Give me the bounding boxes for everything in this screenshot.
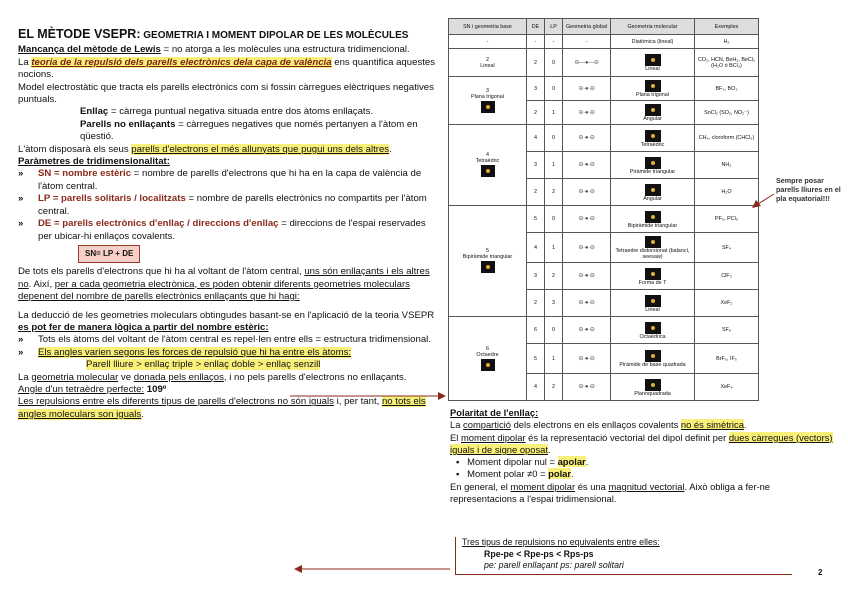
examples-cell: XeF₂	[695, 290, 759, 317]
para-bond	[18, 106, 436, 118]
sn-number: 4	[486, 152, 489, 158]
de-cell: 2	[527, 49, 545, 77]
molgeo-tail: , i no pels parells d'electrons no enllaçants.	[223, 371, 407, 383]
lp-cell: 3	[545, 290, 563, 317]
para-vector	[450, 481, 836, 506]
bullet-marker: »	[18, 334, 24, 346]
molecular-cell	[611, 152, 695, 179]
global-cell: ⊖·●·⊖	[563, 101, 611, 125]
table-row	[449, 49, 759, 77]
molecular-label: Diatòmica (lineal)	[631, 38, 674, 45]
examples-cell: H₂	[695, 35, 759, 49]
lp-cell: 2	[545, 374, 563, 401]
molgeo-u1: geometria molecular	[31, 371, 119, 383]
de-cell: 4	[527, 374, 545, 401]
sn-group-5	[449, 206, 527, 317]
para-theory	[18, 57, 436, 82]
dipole-tail: .	[547, 443, 551, 455]
bullet-nonpolar: ▪ Moment dipolar nul = apolar.	[456, 456, 589, 468]
molecule-image	[645, 157, 661, 169]
lp-cell: 0	[545, 77, 563, 101]
dipole-highlight: dues càrregues (vectors) iguals i de signe oposat	[450, 431, 833, 455]
molgeo-mid: ve	[118, 371, 134, 383]
sn-number: 5	[486, 248, 489, 254]
molecular-label: Piràmide triangular	[629, 168, 676, 175]
repulsions-tail: .	[141, 408, 144, 420]
bullet-marker: »	[18, 193, 24, 205]
para-nonbonding	[18, 119, 436, 144]
molecular-cell	[611, 233, 695, 263]
molecular-cell	[611, 125, 695, 152]
theory-tail: ens quantifica aquestes nocions.	[18, 56, 436, 81]
geometries-u2: per a cada geometria electrònica, es poden obtenir diferents geometries moleculars depenent del nombre de parells electrònics enllaçants que hi hagi:	[18, 278, 410, 303]
sn-cell: -	[449, 35, 527, 49]
molecular-cell	[611, 179, 695, 206]
deduction-lead: La deducció de les geometries moleculars obtingudes basant-se en l'aplicació de la teoria VSEPR	[18, 309, 435, 321]
title-sub: GEOMETRIA I MOMENT DIPOLAR DE LES MOLÈCULES	[140, 30, 409, 41]
para-dipole	[450, 432, 836, 457]
molecular-cell	[611, 290, 695, 317]
examples-cell: CO₂, HCN, BeH₂, BeCl₂ (H₂O ó BCl₃)	[695, 49, 759, 77]
de-cell: 6	[527, 317, 545, 344]
angles-text: Els angles varien segons les forces de repulsió que hi ha entre els àtoms:	[38, 346, 352, 358]
arrow-to-repulsions-head	[294, 565, 302, 573]
molecular-cell	[611, 317, 695, 344]
de-def: = direccions de l'espai reservades per ubicar-hi enllaços covalents.	[38, 218, 426, 242]
bullet-lp	[18, 193, 436, 218]
header-molecular: Geometria molecular	[611, 19, 695, 35]
geometries-lead: De tots els parells d'electrons que hi ha al voltant de l'àtom central,	[18, 266, 305, 278]
repulsions-mid: i, per tant,	[333, 396, 382, 408]
bullet-marker: »	[18, 168, 24, 180]
de-cell: 3	[527, 263, 545, 290]
examples-cell: CH₄, cloroform (CHCl₃)	[695, 125, 759, 152]
theory-lead: La	[18, 56, 32, 68]
header-sn: SN i geometria base	[449, 19, 527, 35]
molecule-image	[645, 268, 661, 280]
polar-term: polar	[548, 468, 572, 480]
sn-geometry: Bipiràmide triangular	[462, 254, 513, 260]
lp-cell: 1	[545, 344, 563, 374]
lp-cell: 2	[545, 263, 563, 290]
arrangement-lead: L'àtom disposarà els seus	[18, 143, 132, 155]
molecule-image	[645, 211, 661, 223]
sn-geometry: Plana trigonal	[471, 93, 504, 100]
de-cell: 5	[527, 344, 545, 374]
geometries-mid: . Així,	[28, 278, 55, 290]
molgeo-lead: La	[18, 371, 32, 383]
geometry-image	[481, 261, 495, 273]
header-de: DE	[527, 19, 545, 35]
vector-tail: . Això obliga a fer-ne representacions a l'espai tridimensional.	[450, 480, 771, 505]
global-cell: ⊖·●·⊖	[563, 233, 611, 263]
repulsion-types-box	[455, 537, 792, 575]
sn-number: 3	[486, 87, 489, 94]
vector-term2: magnitud vectorial	[608, 480, 685, 492]
para-geometries	[18, 266, 436, 303]
sharing-tail: .	[743, 419, 747, 431]
global-cell: ⊖·●·⊖	[563, 263, 611, 290]
bullet-marker: »	[18, 218, 24, 230]
sharing-term: compartició	[463, 419, 511, 431]
repulsion-equation: Rpe-pe < Rpe-ps < Rps-ps	[484, 548, 594, 559]
para-repulsions	[18, 396, 436, 421]
examples-cell: BrF₅, IF₅	[695, 344, 759, 374]
molecular-label: Tetraèdric	[640, 141, 665, 148]
vector-mid: és una	[575, 480, 609, 492]
para-deduction	[18, 310, 436, 335]
arrow-note	[758, 194, 774, 204]
para-arrangement	[18, 144, 436, 156]
lp-cell: 0	[545, 206, 563, 233]
header-lp: LP	[545, 19, 563, 35]
molecular-label: Plana trigonal	[636, 92, 669, 98]
examples-cell: SnCl₂ (SO₂, NO₂⁻)	[695, 101, 759, 125]
molecular-cell	[611, 77, 695, 101]
sn-number: 2	[486, 56, 489, 63]
de-cell: 4	[527, 233, 545, 263]
left-column	[18, 28, 436, 421]
bullet-de	[18, 218, 436, 243]
molecule-image	[645, 236, 661, 248]
geometry-image	[481, 359, 495, 371]
molecular-cell	[611, 344, 695, 374]
lp-def: = nombre de parells electrònics no compartits per l'àtom central.	[38, 193, 427, 217]
molecular-label: Bipiràmide triangular	[627, 222, 678, 229]
global-cell: ⊖·●·⊖	[563, 125, 611, 152]
global-cell: ⊖—●—⊖	[563, 49, 611, 77]
lewis-term: Mancança del mètode de Lewis	[18, 44, 161, 56]
theory-term: teoria de la repulsió dels parells electrònics dela capa de valència	[31, 56, 332, 68]
vector-term1: moment dipolar	[510, 480, 576, 492]
molecular-cell	[611, 49, 695, 77]
angle-term: Angle d'un tetraèdre perfecte:	[18, 383, 145, 395]
molecular-label: Piràmide de base quadrada	[619, 362, 686, 368]
lp-cell: 0	[545, 49, 563, 77]
arrangement-highlight: parells d'electrons el més allunyats que pugui uns dels altres	[131, 143, 390, 155]
para-molgeo	[18, 372, 436, 384]
global-cell: ⊖·●·⊖	[563, 317, 611, 344]
global-cell: ⊖·●·⊖	[563, 206, 611, 233]
sn-geometry: Lineal	[480, 62, 495, 69]
table-header-row	[449, 19, 759, 35]
de-cell: 2	[527, 290, 545, 317]
bullet-repel	[18, 334, 436, 346]
molecule-image	[645, 184, 661, 196]
lp-cell: 1	[545, 152, 563, 179]
page-number: 2	[818, 568, 823, 577]
polar-lead: Moment polar ≠0 =	[467, 468, 549, 480]
geometries-u1: uns són enllaçants i els altres no	[18, 266, 430, 290]
bullet-sn	[18, 168, 436, 193]
lp-cell: 2	[545, 179, 563, 206]
bond-term: Enllaç	[80, 106, 109, 118]
global-cell: ⊖·●·⊖	[563, 290, 611, 317]
examples-cell: ClF₃	[695, 263, 759, 290]
sn-group-4	[449, 125, 527, 206]
molecular-label: Octaèdrica	[639, 333, 666, 340]
de-cell: 3	[527, 77, 545, 101]
molecule-image	[645, 130, 661, 142]
nonpolar-term: apolar	[557, 456, 586, 468]
global-cell: ⊖·●·⊖	[563, 344, 611, 374]
angles-order: Parell lliure > enllaç triple > enllaç doble > enllaç senzill	[86, 359, 321, 371]
global-cell: -	[563, 35, 611, 49]
molecular-label: Angular	[643, 116, 662, 122]
params-heading: Paràmetres de tridimensionalitat:	[18, 156, 170, 168]
repulsion-title: Tres tipus de repulsions no equivalents entre elles:	[462, 537, 660, 547]
table-row	[449, 35, 759, 49]
vector-lead: En general, el	[450, 480, 511, 492]
sn-formula-box: SN= LP + DE	[78, 245, 140, 263]
para-angle	[18, 384, 436, 396]
page-title	[18, 28, 436, 42]
geometry-image	[481, 165, 495, 177]
molecular-cell	[611, 35, 695, 49]
dipole-mid: és la representació vectorial del dipol definit per	[525, 431, 729, 443]
examples-cell: NH₃	[695, 152, 759, 179]
sn-geometry: Octaedre	[476, 351, 499, 358]
molecular-label: Lineal	[645, 306, 660, 313]
molgeo-u2: donada pels enllaços	[133, 371, 224, 383]
molecule-image	[645, 295, 661, 307]
polar-tail: .	[571, 468, 574, 480]
lp-term: LP = parells solitaris / localitzats	[38, 193, 186, 205]
de-cell: -	[527, 35, 545, 49]
right-column	[450, 407, 836, 505]
molecule-image	[645, 379, 661, 391]
repulsions-u: Les repulsions entre els diferents tipus de parells d'electrons no són iguals	[18, 396, 334, 408]
global-cell: ⊖·●·⊖	[563, 179, 611, 206]
sn-group-6	[449, 317, 527, 401]
angle-value: 109º	[144, 383, 167, 395]
global-cell: ⊖·●·⊖	[563, 374, 611, 401]
molecular-cell	[611, 101, 695, 125]
molecular-label: Planoquadrada	[634, 390, 671, 397]
title-main: EL MÈTODE VSEPR:	[18, 27, 141, 41]
lewis-def: = no atorga a les molècules una estructura tridimencional.	[160, 44, 410, 56]
examples-cell: BF₃, BO₃	[695, 77, 759, 101]
bullet-polar: ▪ Moment polar ≠0 = polar.	[456, 468, 574, 480]
examples-cell: XeF₄	[695, 374, 759, 401]
examples-cell: SF₆	[695, 317, 759, 344]
nonpolar-lead: Moment dipolar nul =	[467, 456, 558, 468]
de-cell: 2	[527, 179, 545, 206]
molecular-label: Angular	[643, 195, 662, 202]
lp-cell: 0	[545, 317, 563, 344]
sn-group-2	[449, 49, 527, 77]
geometry-image	[481, 101, 495, 113]
de-cell: 3	[527, 152, 545, 179]
molecular-label: Forma de T	[638, 279, 667, 286]
lp-cell: 1	[545, 233, 563, 263]
repulsion-legend: pe: parell enllaçant ps: parell solitari	[484, 560, 624, 570]
nonbonding-def: = càrregues negatives que només pertanyen a l'àtom en qüestió.	[80, 118, 418, 143]
examples-cell: PF₅, PCl₅	[695, 206, 759, 233]
molecular-label: Tetraedre distorsionat (balancí, seesaw)	[615, 248, 690, 260]
deduction-u: es pot fer de manera lògica a partir del nombre estèric:	[18, 321, 269, 333]
sn-term: SN = nombre estèric	[38, 168, 132, 180]
table-row	[449, 317, 759, 344]
para-lewis	[18, 44, 436, 56]
examples-cell: H₂O	[695, 179, 759, 206]
bullet-marker: »	[18, 346, 24, 358]
para-model: Model electrostàtic que tracta els parells electrònics com si fossin càrregues elèctriques negatives puntuals.	[18, 81, 434, 106]
lp-cell: -	[545, 35, 563, 49]
lp-cell: 0	[545, 125, 563, 152]
molecule-image	[645, 104, 661, 116]
molecular-label: Lineal	[645, 66, 660, 72]
sharing-highlight: no és simètrica	[680, 419, 744, 431]
lp-cell: 1	[545, 101, 563, 125]
global-cell: ⊖·●·⊖	[563, 77, 611, 101]
header-examples: Exemples	[695, 19, 759, 35]
nonbonding-term: Parells no enllaçants	[80, 118, 176, 130]
global-cell: ⊖·●·⊖	[563, 152, 611, 179]
bullet-angles	[18, 347, 436, 372]
de-term: DE = parells electrònics d'enllaç / direccions d'enllaç	[38, 218, 279, 230]
molecule-image	[645, 350, 661, 362]
nonpolar-tail: .	[585, 456, 589, 468]
vsepr-table	[448, 18, 759, 401]
sharing-mid: dels electrons en els enllaços covalents	[510, 419, 681, 431]
sharing-lead: La	[450, 419, 464, 431]
examples-cell: SF₄	[695, 233, 759, 263]
table-row	[449, 77, 759, 101]
molecular-cell	[611, 206, 695, 233]
molecular-cell	[611, 374, 695, 401]
side-note: Sempre posar parells lliures en el pla equatorial!!!	[776, 176, 841, 203]
bond-def: = càrrega puntual negativa situada entre dos àtoms enllaçats.	[108, 106, 374, 118]
arrow-to-table-head	[438, 392, 446, 400]
molecule-image	[645, 80, 661, 92]
sn-geometry: Tetraèdric	[475, 158, 500, 164]
dipole-lead: El	[450, 431, 461, 443]
sn-def: = nombre de parells d'electrons que hi ha en la capa de valència de l'àtom central.	[38, 168, 422, 192]
arrangement-tail: .	[389, 143, 392, 155]
repulsions-highlight: no tots els angles moleculars son iguals	[18, 396, 426, 420]
de-cell: 5	[527, 206, 545, 233]
molecular-cell	[611, 263, 695, 290]
para-sharing	[450, 419, 836, 431]
molecule-image	[645, 322, 661, 334]
polarity-heading: Polaritat de l'enllaç:	[450, 407, 539, 418]
table-row	[449, 206, 759, 233]
de-cell: 4	[527, 125, 545, 152]
header-global: Geometria global	[563, 19, 611, 35]
de-cell: 2	[527, 101, 545, 125]
table-row	[449, 125, 759, 152]
sn-number: 6	[486, 345, 489, 352]
sn-group-3	[449, 77, 527, 125]
repel-text: Tots els àtoms del voltant de l'àtom central es repel·len entre ells = estructura tridimensional.	[38, 334, 431, 346]
molecule-image	[645, 54, 661, 66]
dipole-term: moment dipolar	[460, 431, 526, 443]
